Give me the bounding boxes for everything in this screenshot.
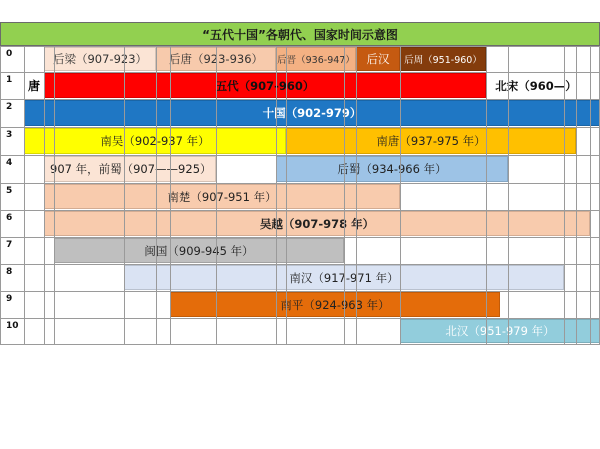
bar-houhan: 后汉 [356,47,400,71]
bar-houshu: 后蜀（934-966 年） [276,156,508,182]
tang-cell: 唐 [27,79,40,93]
row-number: 10 [6,321,19,331]
bar-beihan: 北汉（951-979 年） [400,319,600,343]
row-number: 9 [6,294,13,304]
row-number: 2 [6,102,13,112]
table-row [0,99,600,127]
bar-houzhou: 后周（951-960） [400,47,486,71]
bar-wudai: 五代（907-960） [44,73,486,98]
bar-houjin: 后晋（936-947） [276,47,356,71]
bar-nanchu: 南楚（907-951 年） [44,184,400,209]
bar-nantang: 南唐（937-975 年） [286,128,576,154]
bar-minguo: 闽国（909-945 年） [54,238,344,263]
table-row [0,46,600,72]
bar-nanwu: 南吴（902-937 年） [24,128,286,154]
row-number: 4 [6,158,13,168]
bar-beisong: 北宋（960—） [486,73,586,98]
table-row [0,237,600,264]
bar-nanping: 南平（924-963 年） [170,292,500,317]
table-title: “五代十国”各朝代、国家时间示意图 [0,22,600,46]
bar-houliang: 后梁（907-923） [44,47,156,71]
bar-wuyue: 吴越（907-978 年） [44,211,590,236]
bar-nanhan: 南汉（917-971 年） [124,265,564,290]
row-number: 6 [6,213,13,223]
table-row [0,318,600,344]
timeline-table [0,22,600,344]
table-row [0,72,600,99]
table-row [0,210,600,237]
bar-shiguo: 十国（902-979） [24,100,600,126]
grid-row-line [0,344,600,345]
bar-qianshu: 907 年，前蜀（907——925） [44,156,216,182]
table-row [0,155,600,183]
bar-houtang: 后唐（923-936） [156,47,276,71]
row-number: 5 [6,186,13,196]
table-row [0,291,600,318]
row-number: 8 [6,267,13,277]
table-row [0,127,600,155]
row-number: 3 [6,130,13,140]
row-number: 7 [6,240,13,250]
row-number: 1 [6,75,13,85]
table-row [0,264,600,291]
row-number: 0 [6,49,13,59]
table-row [0,183,600,210]
